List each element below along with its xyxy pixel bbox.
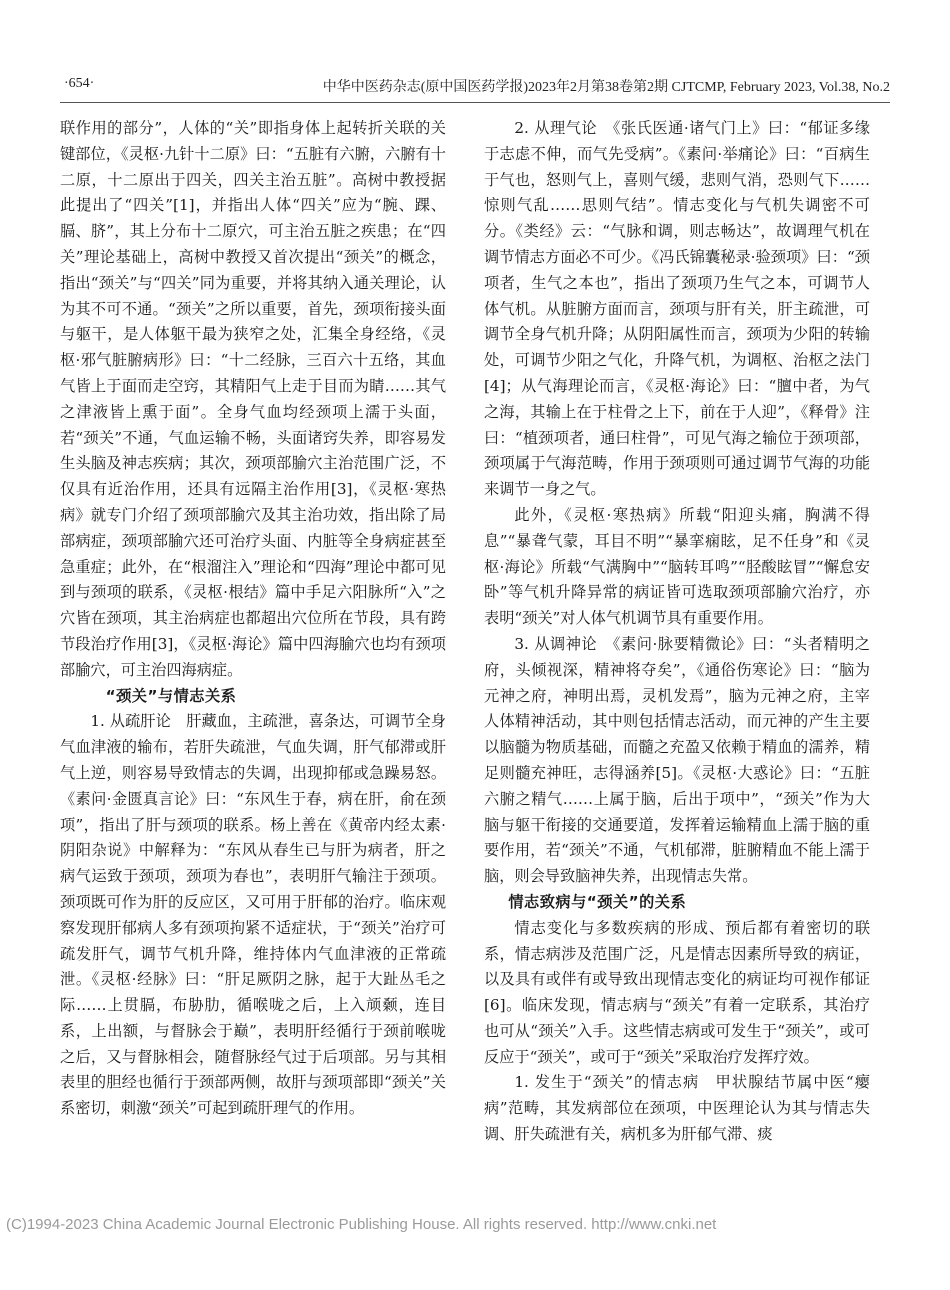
paragraph: 3. 从调神论 《素问·脉要精微论》曰：“头者精明之府，头倾视深，精神将夺矣”，《通俗伤寒论》曰：“脑为元神之府，神明出焉，灵机发焉”，脑为元神之府，主宰人体精神活动，其中则包括情志活动，而元神的产生主要以脑髓为物质基础，而髓之充盈又依赖于精血的濡养，精足则髓充神旺，志得涵养[5]。《灵枢·大惑论》曰：“五脏六腑之精气……上属于脑，后出于项中”，“颈关”作为大脑与躯干衔接的交通要道，发挥着运输精血上濡于脑的重要作用，若“颈关”不通，气机郁滞，脏腑精血不能上濡于脑，则会导致脑神失养，出现情志失常。: [484, 634, 870, 886]
copyright-footer: (C)1994-2023 China Academic Journal Electronic Publishing House. All rights reserved. http://www.cnki.net: [6, 1216, 717, 1233]
paragraph: 2. 从理气论 《张氏医通·诸气门上》曰：“郁证多缘于志虑不伸，而气先受病”。《素问·举痛论》曰：“百病生于气也，怒则气上，喜则气缓，悲则气消，恐则气下……惊则气乱……思则气结”。情志变化与气机失调密不可分。《类经》云：“气脉和调，则志畅达”，故调理气机在调节情志方面必不可少。《冯氏锦囊秘录·验颈项》曰：“颈项者，生气之本也”，指出了颈项乃生气之本，可调节人体气机。从脏腑方面而言，颈项与肝有关，肝主疏泄，可调节全身气机升降；从阴阳属性而言，颈项为少阳的转输处，可调节少阳之气化，升降气机，为调枢、治枢之法门[4]；从气海理论而言，《灵枢·海论》曰：“膻中者，为气之海，其输上在于柱骨之上下，前在于人迎”，《释骨》注曰：“植颈项者，通曰柱骨”，可见气海之输位于颈项部，颈项属于气海范畴，作用于颈项则可通过调节气海的功能来调节一身之气。: [484, 119, 870, 499]
paragraph: 联作用的部分”，人体的“关”即指身体上起转折关联的关键部位，《灵枢·九针十二原》曰：“五脏有六腑，六腑有十二原，十二原出于四关，四关主治五脏”。高树中教授据此提出了“四关”[1]，并指出人体“四关”应为“腕、踝、膈、脐”，其上分布十二原穴，可主治五脏之疾患；在“四关”理论基础上，高树中教授又首次提出“颈关”的概念，指出“颈关”与“四关”同为重要，并将其纳入通关理论，认为其不可不通。“颈关”之所以重要，首先，颈项衔接头面与躯干，是人体躯干最为狭窄之处，汇集全身经络，《灵枢·邪气脏腑病形》曰：“十二经脉，三百六十五络，其血气皆上于面而走空窍，其精阳气上走于目而为睛……其气之津液皆上熏于面”。全身气血均经颈项上濡于头面，若“颈关”不通，气血运输不畅，头面诸窍失养，即容易发生头脑及神志疾病；其次，颈项部腧穴主治范围广泛，不仅具有近治作用，还具有远隔主治作用[3]，《灵枢·寒热病》就专门介绍了颈项部腧穴及其主治功效，指出除了局部病症，颈项部腧穴还可治疗头面、内脏等全身病症甚至急重症；此外，在“根溜注入”理论和“四海”理论中都可见到与颈项的联系，《灵枢·根结》篇中手足六阳脉所“入”之穴皆在颈项，其主治病症也都超出穴位所在节段，具有跨节段治疗作用[3]，《灵枢·海论》篇中四海腧穴也均有颈项部腧穴，可主治四海病症。: [60, 119, 446, 679]
paragraph: 1. 发生于“颈关”的情志病 甲状腺结节属中医“瘿病”范畴，其发病部位在颈项，中医理论认为其与情志失调、肝失疏泄有关，病机多为肝郁气滞、痰: [484, 1073, 870, 1144]
paragraph: 1. 从疏肝论 肝藏血，主疏泄，喜条达，可调节全身气血津液的输布，若肝失疏泄，气血失调，肝气郁滞或肝气上逆，则容易导致情志的失调，出现抑郁或急躁易怒。《素问·金匮真言论》曰：“东风生于春，病在肝，俞在颈项”，指出了肝与颈项的联系。杨上善在《黄帝内经太素·阴阳杂说》中解释为：“东风从春生已与肝为病者，肝之病气运致于颈项，颈项为春也”，表明肝气输注于颈项。颈项既可作为肝的反应区，又可用于肝郁的治疗。临床观察发现肝郁病人多有颈项拘紧不适症状，于“颈关”治疗可疏发肝气，调节气机升降，维持体内气血津液的正常疏泄。《灵枢·经脉》曰：“肝足厥阴之脉，起于大趾丛毛之际……上贯膈，布胁肋，循喉咙之后，上入颃颡，连目系，上出额，与督脉会于巅”，表明肝经循行于颈前喉咙之后，又与督脉相会，随督脉经气过于后项部。另与其相表里的胆经也循行于颈部两侧，故肝与颈项部即“颈关”关系密切，刺激“颈关”可起到疏肝理气的作用。: [60, 712, 446, 1118]
page-number: ·654·: [64, 76, 95, 91]
section-heading: 情志致病与“颈关”的关系: [508, 892, 687, 911]
journal-citation: 中华中医药杂志(原中国医药学报)2023年2月第38卷第2期 CJTCMP, February 2023, Vol.38, No.2: [322, 80, 890, 95]
header-rule: [60, 102, 890, 103]
running-header: [60, 74, 890, 98]
paragraph: 情志变化与多数疾病的形成、预后都有着密切的联系，情志病涉及范围广泛，凡是情志因素所导致的病证，以及具有或伴有或导致出现情志变化的病证均可视作郁证[6]。临床发现，情志病与“颈关”有着一定联系，其治疗也可从“颈关”入手。这些情志病或可发生于“颈关”，或可反应于“颈关”，或可于“颈关”采取治疗发挥疗效。: [484, 918, 870, 1066]
section-heading: “颈关”与情志关系: [105, 686, 237, 705]
paragraph: 此外，《灵枢·寒热病》所载“阳迎头痛，胸满不得息”“暴聋气蒙，耳目不明”“暴挛痫眩，足不任身”和《灵枢·海论》所载“气满胸中”“脑转耳鸣”“胫酸眩冒”“懈怠安卧”等气机升降异常的病证皆可选取颈项部腧穴治疗，亦表明“颈关”对人体气机调节具有重要作用。: [484, 505, 870, 628]
left-column: [60, 116, 446, 1122]
right-column: [484, 116, 870, 1148]
